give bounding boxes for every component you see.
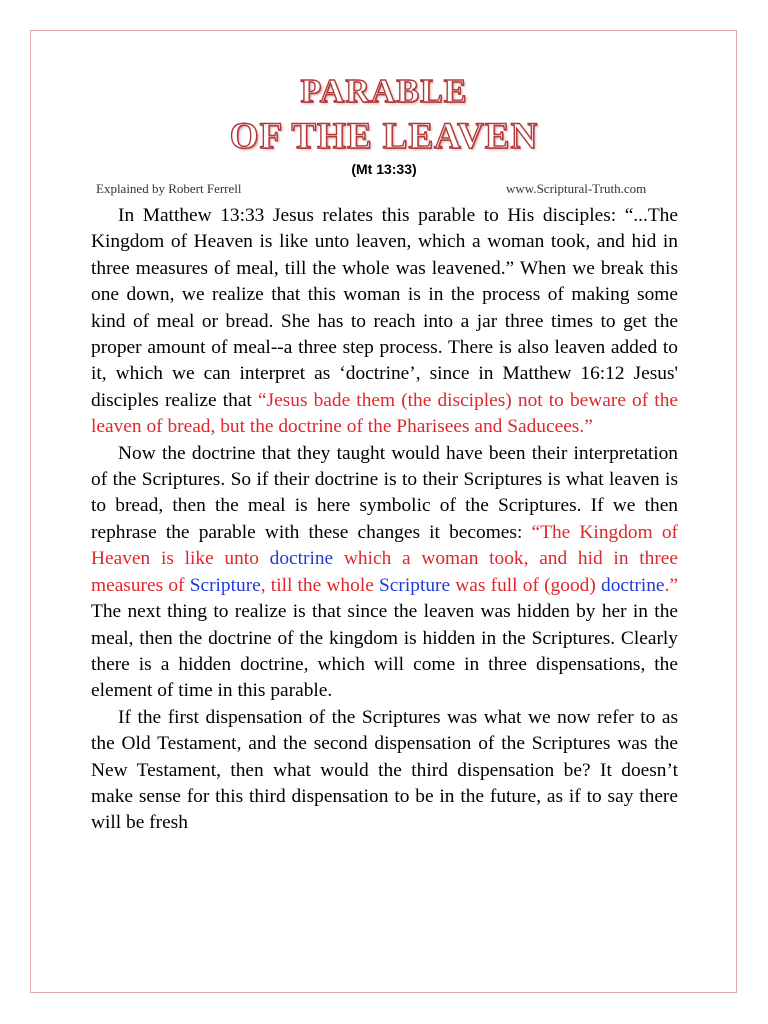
paragraph — [91, 203, 678, 441]
text-run: .” — [664, 574, 678, 596]
author-byline: Explained by Robert Ferrell — [96, 181, 242, 196]
body-text — [91, 203, 678, 837]
text-run: “The Kingdom of Heaven is like unto — [91, 521, 679, 570]
text-run: , till the whole — [260, 574, 380, 596]
page-title-line2: OF THE LEAVEN — [229, 116, 539, 157]
text-run: Now the doctrine that they taught would have been their interpretation of the Scriptures. So if their doctrine is to their Scriptures is what leaven is to bread, then the meal is here symbolic of the Scriptures. If we then rephrase the parable with these changes it becomes: — [91, 442, 678, 543]
page-title-line1: PARABLE — [300, 73, 468, 110]
text-run: Scripture — [189, 574, 261, 596]
website-byline: www.Scriptural-Truth.com — [506, 181, 647, 196]
text-run: doctrine — [601, 574, 665, 596]
text-run: Scripture — [379, 574, 451, 596]
text-run: which a woman took, and hid in three measures of — [91, 548, 678, 596]
text-run: doctrine — [269, 548, 334, 570]
text-run: “Jesus bade them (the disciples) not to beware of the leaven of bread, but the doctrine of the Pharisees and Saducees.” — [91, 389, 678, 438]
text-run: was full of (good) — [450, 574, 601, 596]
paragraph — [91, 441, 678, 705]
text-run: The next thing to realize is that since the leaven was hidden by her in the meal, then the doctrine of the kingdom is hidden in the Scriptures. Clearly there is a hidden doctrine, which will come in three dispensations, the element of time in this parable. — [91, 601, 678, 702]
scripture-reference: (Mt 13:33) — [351, 161, 417, 177]
text-run: If the first dispensation of the Scriptures was what we now refer to as the Old Testament, and the second dispensation of the Scriptures was the New Testament, then what would the third dispensation be? It doesn’t make sense for this third dispensation to be in the future, as if to say there will be fresh — [91, 706, 678, 834]
paragraph — [91, 705, 678, 837]
text-run: In Matthew 13:33 Jesus relates this parable to His disciples: “...The Kingdom of Heaven is like unto leaven, which a woman took, and hid in three measures of meal, till the whole was leavened.” When we break this one down, we realize that this woman is in the process of making some kind of meal or bread. She has to reach into a jar three times to get the proper amount of meal--a three step process. There is also leaven added to it, which we can interpret as ‘doctrine’, since in Matthew 16:12 Jesus' disciples realize that — [91, 205, 678, 411]
